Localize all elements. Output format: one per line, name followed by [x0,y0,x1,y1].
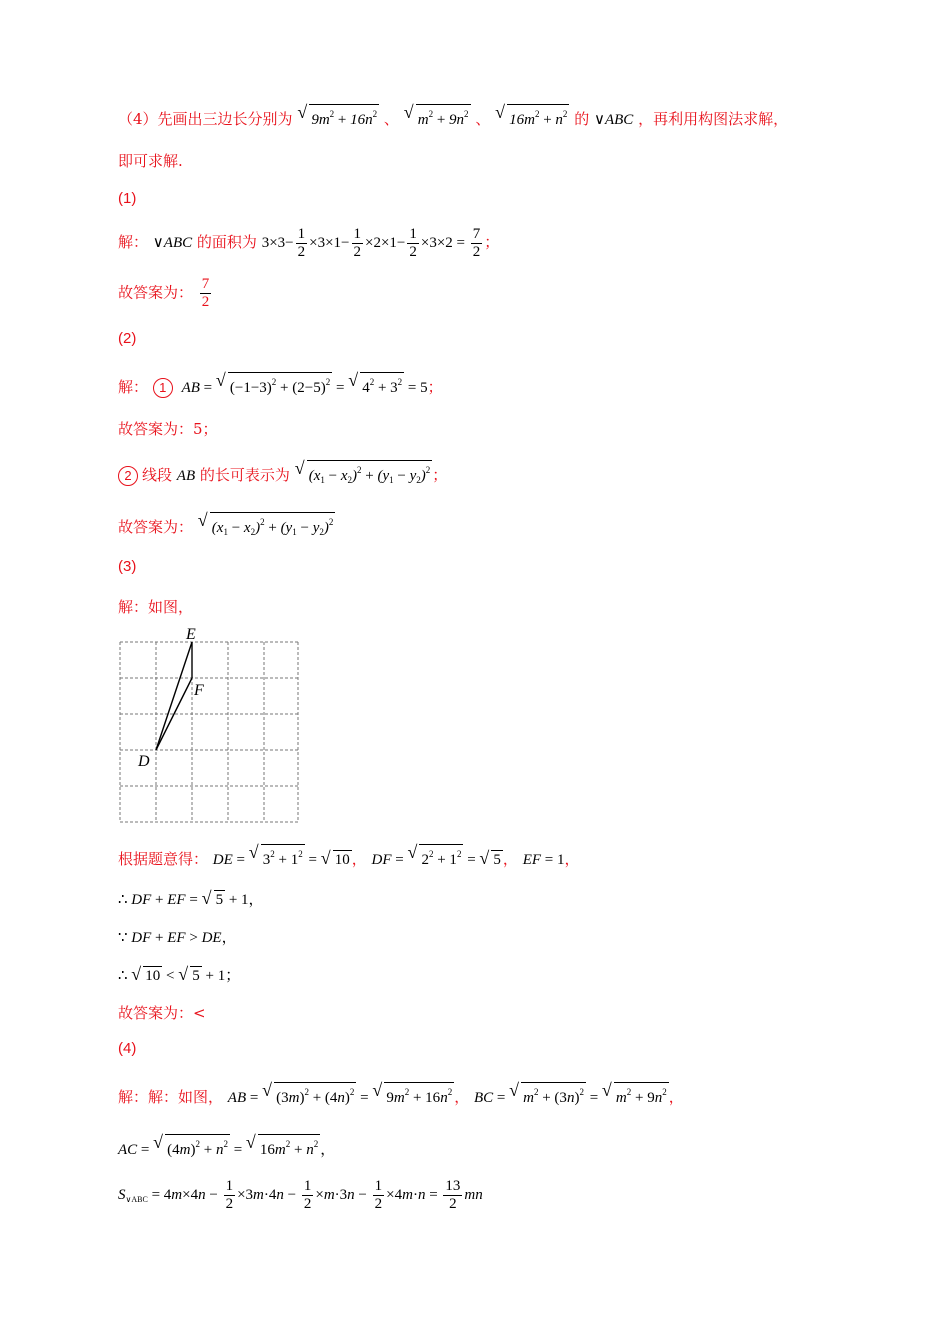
s4-ab: AB = √ $(3m)^2 + (4n)^2$ = √ $9m^2 + 16n^2$ [228,1090,454,1106]
s1-sol-prefix: 解： [118,232,149,251]
s3-step3: ∴ √ 10 < √ 5 + 1； [118,964,240,985]
s3-ef: EF = 1 [522,852,565,868]
label-f: F [194,682,204,699]
s4-bc: BC = √ $m^2 + (3n)^2$ = √ $m^2 + 9n^2$ [474,1090,669,1106]
dashed-grid [120,642,298,822]
s1-answer-line [118,276,213,311]
s2-answer1: 故答案为：5； [118,420,218,438]
s1-solution-line: 解： ∨ABC 的面积为 3×3− $\frac{1}{2}$ ×3×1− $\frac{1}{2}$ ×2×1− $\frac{1}{2}$ ×3×2 = $\frac{7}{2}$ ； [118,226,500,260]
s2-seg-text: 线段 [142,466,173,484]
s1-area-expression: 3×3− $\frac{1}{2}$ ×3×1− $\frac{1}{2}$ ×2×1− $\frac{1}{2}$ ×3×2 = $\frac{7}{2}$ [261,226,481,260]
s3-basis: 根据题意得： [118,850,209,868]
s3-basis-line: 根据题意得： DE = √ $3^2 + 1^2$ = √ 10 ， DF = √ $2^2 + 1^2$ = √ 5 ， EF = 1， [118,844,580,869]
s2-solution-line: 解： 1 AB = √ $(-1-3)^2 + (2-5)^2$ = √ $4^2 + 3^2 = 5$； [118,372,443,398]
s2-sol-prefix: 解： [118,378,149,396]
s3-df: DF = √ $2^2 + 1^2$ = √ 5 [372,852,503,868]
p4-intro-suffix: ，再利用构图法求解， [638,110,789,128]
p4-sep2: 、 [475,110,491,128]
s4-sol: 解：解：如图， [118,1088,224,1106]
s3-step1: ∴ DF + EF = √ 5 + 1， [118,888,264,909]
p4-triangle-abc: ∨ABC [594,112,634,128]
grid-figure [112,620,312,825]
s2-ab-label: AB [176,468,196,484]
s3-de: DE = √ $3^2 + 1^2$ = √ 10 [213,852,352,868]
p4-sep1: 、 [383,110,399,128]
s2-ans-prefix: 故答案为： [118,518,194,536]
section-2-label: (2) [118,330,137,347]
s1-triangle: ∨ABC [152,234,193,251]
s2-part2-line: 2 线段 AB 的长可表示为 √ $(x_1 - x_2)^2 + (y_1 - y_2)^2$ ； [118,460,447,489]
p4-intro-prefix: （4）先画出三边长分别为 [118,110,293,128]
s3-step2: ∵ DF + EF > DE， [118,930,237,946]
section-3-label: (3) [118,558,137,575]
s4-ac: AC = √ $(4m)^2 + n^2$ = √ $16m^2 + n^2$ ， [118,1134,335,1159]
circled-number-2: 2 [118,466,138,486]
s1-area-text: 的面积为 [196,232,257,251]
s2-answer-formula: √ $(x_1 - x_2)^2 + (y_1 - y_2)^2$ [198,512,336,541]
label-e: E [186,626,196,643]
section-4-label: (4) [118,1040,137,1057]
s2-ab-expression: AB = √ $(-1-3)^2 + (2-5)^2$ = √ $4^2 + 3^2 = 5$ [182,380,428,396]
s2-answer2-line [118,512,335,541]
segment-de [156,642,192,750]
p4-tri-prefix: 的 [574,110,590,128]
s3-solution: 解：如图， [118,598,194,616]
circled-number-1: 1 [153,378,173,398]
s2-len-text: 的长可表示为 [199,466,290,484]
p4-intro-line2: 即可求解. [118,152,183,170]
sqrt-16m2-n2: √ $16m^2 + n^2$ [495,104,569,129]
s1-ans-prefix: 故答案为： [118,283,194,302]
s1-answer-fraction: $\frac{7}{2}$ [201,276,210,310]
s3-answer: 故答案为：< [118,1004,206,1022]
s2-distance-formula: √ $(x_1 - x_2)^2 + (y_1 - y_2)^2$ [295,460,433,489]
s4-area: $S_{\vee ABC} = 4m\times 4n$ − $\frac{1}{2}$ ×3m·4n − $\frac{1}{2}$ ×m·3n − $\frac{1}{2}$ ×4m·n = $\frac{13}{2}$ mn [118,1178,483,1212]
s4-solution-line: 解：解：如图， AB = √ $(3m)^2 + (4n)^2$ = √ $9m^2 + 16n^2$ ， BC = √ $m^2 + (3n)^2$ = √ $m^2 + 9n^2$ ， [118,1082,684,1107]
section-1-label: (1) [118,190,137,207]
label-d: D [138,753,150,770]
sqrt-9m2-16n2: √ $9m^2 + 16n^2$ [297,104,379,129]
p4-intro-line [118,104,788,129]
sqrt-m2-9n2: √ $m^2 + 9n^2$ [404,104,471,129]
